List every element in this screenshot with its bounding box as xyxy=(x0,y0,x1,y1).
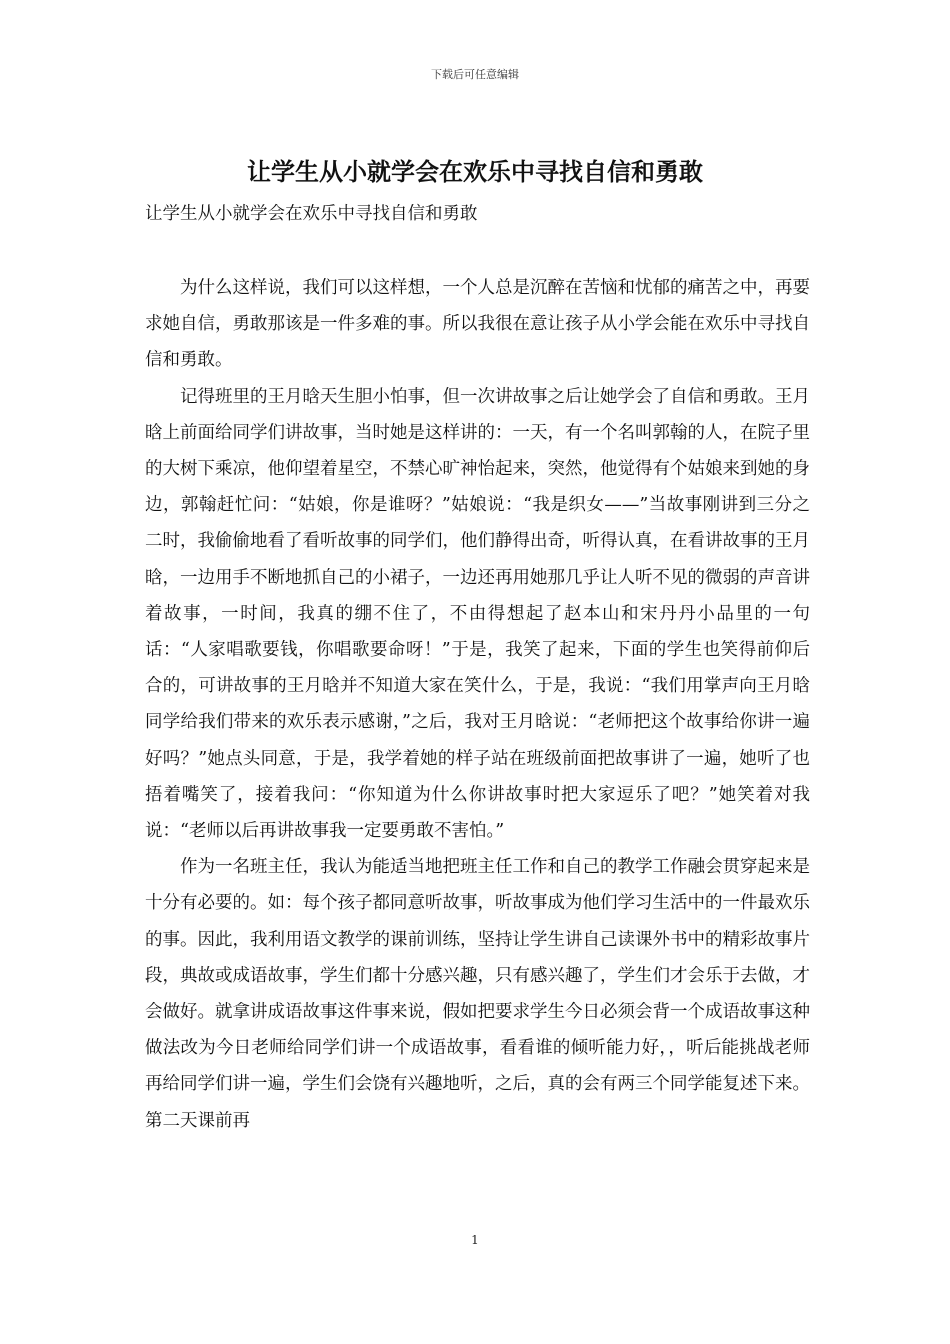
paragraph-2: 记得班里的王月晗天生胆小怕事，但一次讲故事之后让她学会了自信和勇敢。王月晗上前面给同学们讲故事，当时她是这样讲的：一天，有一个名叫郭翰的人，在院子里的大树下乘凉，他仰望着星空，不禁心旷神怡起来，突然，他觉得有个姑娘来到她的身边，郭翰赶忙问：“姑娘，你是谁呀？”姑娘说：“我是织女——”当故事刚讲到三分之二时，我偷偷地看了看听故事的同学们，他们静得出奇，听得认真，在看讲故事的王月晗，一边用手不断地抓自己的小裙子，一边还再用她那几乎让人听不见的微弱的声音讲着故事，一时间，我真的绷不住了，不由得想起了赵本山和宋丹丹小品里的一句话：“人家唱歌要钱，你唱歌要命呀！”于是，我笑了起来，下面的学生也笑得前仰后合的，可讲故事的王月晗并不知道大家在笑什么，于是，我说：“我们用掌声向王月晗同学给我们带来的欢乐表示感谢，”之后，我对王月晗说：“老师把这个故事给你讲一遍好吗？”她点头同意，于是，我学着她的样子站在班级前面把故事讲了一遍，她听了也捂着嘴笑了，接着我问：“你知道为什么你讲故事时把大家逗乐了吧？”她笑着对我说：“老师以后再讲故事我一定要勇敢不害怕。” xyxy=(145,386,810,842)
paragraph-3: 作为一名班主任，我认为能适当地把班主任工作和自己的教学工作融会贯穿起来是十分有必要的。如：每个孩子都同意听故事，听故事成为他们学习生活中的一件最欢乐的事。因此，我利用语文教学的课前训练，坚持让学生讲自己读课外书中的精彩故事片段，典故或成语故事，学生们都十分感兴趣，只有感兴趣了，学生们才会乐于去做，才会做好。就拿讲成语故事这件事来说，假如把要求学生今日必须会背一个成语故事这种做法改为今日老师给同学们讲一个成语故事，看看谁的倾听能力好，，听后能挑战老师再给同学们讲一遍，学生们会饶有兴趣地听，之后，真的会有两三个同学能复述下来。第二天课前再 xyxy=(145,857,810,1131)
document-subtitle: 让学生从小就学会在欢乐中寻找自信和勇敢 xyxy=(145,204,478,224)
document-title: 让学生从小就学会在欢乐中寻找自信和勇敢 xyxy=(247,158,703,186)
document-body xyxy=(145,270,810,1139)
header-note: 下载后可任意编辑 xyxy=(431,68,519,81)
page-number: 1 xyxy=(471,1233,479,1247)
paragraph-1: 为什么这样说，我们可以这样想，一个人总是沉醉在苦恼和忧郁的痛苦之中，再要求她自信，勇敢那该是一件多难的事。所以我很在意让孩子从小学会能在欢乐中寻找自信和勇敢。 xyxy=(145,278,810,371)
